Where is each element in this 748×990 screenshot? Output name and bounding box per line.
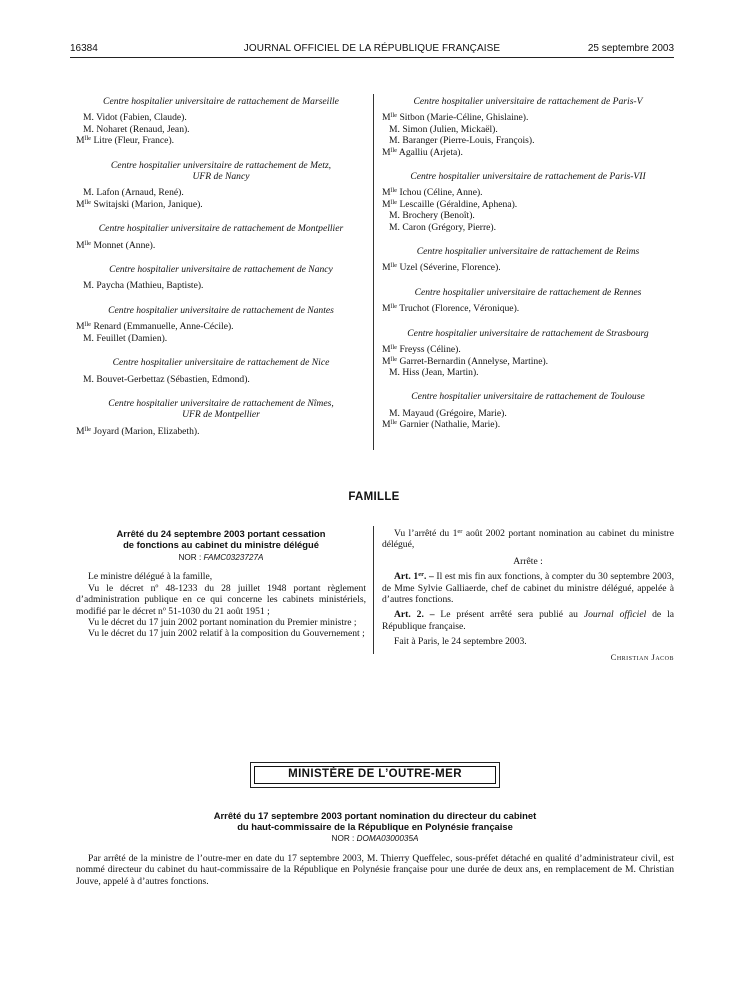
person-entry: $M^{lle}$ Agalliu (Arjeta).	[382, 146, 463, 158]
person-entry: $M^{lle}$ Freyss (Céline).	[382, 344, 461, 356]
person-entry: M. Brochery (Benoît).	[389, 210, 475, 222]
signature: Christian Jacob	[610, 651, 674, 662]
hospital-section	[76, 96, 366, 147]
hospital-center-title: Centre hospitalier universitaire de rattachement de Rennes	[414, 286, 642, 298]
famille-left-paragraphs	[76, 571, 366, 639]
article-2: Art. 2. – Le présent arrêté sera publié au Journal officiel de la République française.	[382, 609, 674, 632]
person-entry: $M^{lle}$ Litre (Fleur, France).	[76, 135, 175, 147]
hospital-center-title: Centre hospitalier universitaire de rattachement de Paris-V	[413, 96, 643, 107]
outremer-decree-title: Arrêté du 17 septembre 2003 portant nomination du directeur du cabinet du haut-commissaire de la République en Polynésie française	[213, 810, 537, 832]
famille-vu-arrete: Vu l’arrêté du 1er août 2002 portant nomination au cabinet du ministre délégué,	[382, 528, 674, 551]
outremer-decree	[76, 810, 674, 887]
person-entry: $M^{lle}$ Garnier (Nathalie, Marie).	[382, 419, 501, 431]
hospital-section	[76, 223, 366, 251]
hospital-center-title: Centre hospitalier universitaire de rattachement de Nancy	[109, 264, 333, 276]
hospital-center-title: Centre hospitalier universitaire de rattachement de Montpellier	[98, 223, 344, 235]
person-entry: $M^{lle}$ Truchot (Florence, Véronique).	[382, 303, 520, 315]
fait-a-paris: Fait à Paris, le 24 septembre 2003.	[394, 636, 527, 648]
article-1: Art. 1er. – Il est mis fin aux fonctions, à compter du 30 septembre 2003, de Mme Sylvie Galliaerde, chef de cabinet du ministre délégué, appelée à d’autres fonctions.	[382, 571, 674, 606]
hospital-center-title: Centre hospitalier universitaire de rattachement de Reims	[416, 246, 640, 258]
person-entry: $M^{lle}$ Sitbon (Marie-Céline, Ghislaine).	[382, 112, 529, 124]
person-entry: M. Lafon (Arnaud, René).	[83, 187, 184, 199]
famille-nor: NOR : FAMC0323727A	[178, 553, 264, 562]
hospital-center-title: Centre hospitalier universitaire de rattachement de Nice	[112, 357, 330, 369]
hospital-section	[76, 160, 366, 211]
hospital-center-title: Centre hospitalier universitaire de rattachement de Toulouse	[411, 391, 645, 403]
page-number: 16384	[70, 43, 98, 54]
famille-decree-title: Arrêté du 24 septembre 2003 portant cessation de fonctions au cabinet du ministre délégué	[116, 528, 326, 550]
hospital-section	[76, 357, 366, 385]
outremer-nor: NOR : DOMA0300035A	[331, 834, 419, 843]
person-entry: M. Vidot (Fabien, Claude).	[83, 112, 187, 124]
famille-decree-right	[382, 528, 674, 663]
right-column-list	[382, 96, 674, 444]
hospital-center-title: Centre hospitalier universitaire de rattachement de Marseille	[103, 96, 339, 107]
person-entry: M. Baranger (Pierre-Louis, François).	[389, 135, 535, 147]
person-entry: M. Hiss (Jean, Martin).	[389, 366, 479, 378]
person-entry: M. Bouvet-Gerbettaz (Sébastien, Edmond).	[83, 373, 250, 385]
person-entry: $M^{lle}$ Ichou (Céline, Anne).	[382, 187, 483, 199]
person-entry: M. Noharet (Renaud, Jean).	[83, 123, 190, 135]
arrete-label: Arrête :	[513, 555, 543, 567]
person-entry: M. Feuillet (Damien).	[83, 332, 168, 344]
hospital-center-title: Centre hospitalier universitaire de rattachement de Metz, UFR de Nancy	[110, 159, 332, 183]
ministry-heading: MINISTÈRE DE L’OUTRE-MER	[254, 766, 496, 784]
hospital-section	[382, 287, 674, 315]
hospital-section	[76, 305, 366, 344]
page-header	[70, 41, 674, 58]
person-entry: $M^{lle}$ Uzel (Séverine, Florence).	[382, 262, 501, 274]
person-entry: $M^{lle}$ Joyard (Marion, Elizabeth).	[76, 425, 200, 437]
person-entry: $M^{lle}$ Renard (Emmanuelle, Anne-Cécile).	[76, 321, 234, 333]
person-entry: $M^{lle}$ Switajski (Marion, Janique).	[76, 198, 203, 210]
column-divider	[373, 94, 374, 450]
famille-decree-left	[76, 528, 366, 640]
section-heading-famille: FAMILLE	[348, 491, 400, 503]
outremer-paragraph: Par arrêté de la ministre de l’outre-mer en date du 17 septembre 2003, M. Thierry Queffelec, sous-préfet détaché en qualité d’administrateur civil, est nommé directeur du cabinet du haut-commissaire de la République en Polynésie française pour une durée de deux ans, en remplacement de M. Christian Jouve, appelé à d’autres fonctions.	[76, 853, 674, 887]
hospital-center-title: Centre hospitalier universitaire de rattachement de Nîmes, UFR de Montpellier	[108, 397, 334, 421]
hospital-section	[382, 328, 674, 379]
person-entry: M. Simon (Julien, Mickaël).	[389, 123, 498, 135]
hospital-center-title: Centre hospitalier universitaire de rattachement de Paris-VII	[410, 171, 646, 183]
hospital-center-title: Centre hospitalier universitaire de rattachement de Nantes	[108, 304, 334, 316]
ministry-heading-box	[250, 762, 500, 788]
hospital-section	[382, 246, 674, 274]
hospital-section	[382, 391, 674, 430]
hospital-center-title: Centre hospitalier universitaire de rattachement de Strasbourg	[407, 327, 649, 339]
famille-paragraph: Vu le décret nº 48-1233 du 28 juillet 1948 portant règlement d’administration publique en ce qui concerne les cabinets ministériels, modifié par le décret nº 51-1030 du 21 août 1951 ;	[76, 582, 366, 617]
person-entry: M. Mayaud (Grégoire, Marie).	[389, 407, 507, 419]
left-column-list	[76, 96, 366, 450]
person-entry: M. Caron (Grégory, Pierre).	[389, 221, 497, 233]
hospital-section	[76, 264, 366, 292]
hospital-section	[382, 171, 674, 233]
person-entry: M. Paycha (Mathieu, Baptiste).	[83, 280, 204, 292]
hospital-section	[382, 96, 674, 158]
famille-paragraph: Vu le décret du 17 juin 2002 portant nomination du Premier ministre ;	[88, 617, 357, 629]
hospital-section	[76, 398, 366, 437]
famille-paragraph: Vu le décret du 17 juin 2002 relatif à la composition du Gouvernement ;	[88, 628, 365, 640]
famille-paragraph: Le ministre délégué à la famille,	[88, 571, 213, 583]
person-entry: $M^{lle}$ Monnet (Anne).	[76, 239, 156, 251]
journal-title: JOURNAL OFFICIEL DE LA RÉPUBLIQUE FRANÇAISE	[243, 43, 501, 54]
issue-date: 25 septembre 2003	[587, 43, 674, 54]
person-entry: $M^{lle}$ Garret-Bernardin (Annelyse, Martine).	[382, 355, 549, 367]
person-entry: $M^{lle}$ Lescaille (Géraldine, Aphena).	[382, 198, 518, 210]
column-divider	[373, 526, 374, 654]
